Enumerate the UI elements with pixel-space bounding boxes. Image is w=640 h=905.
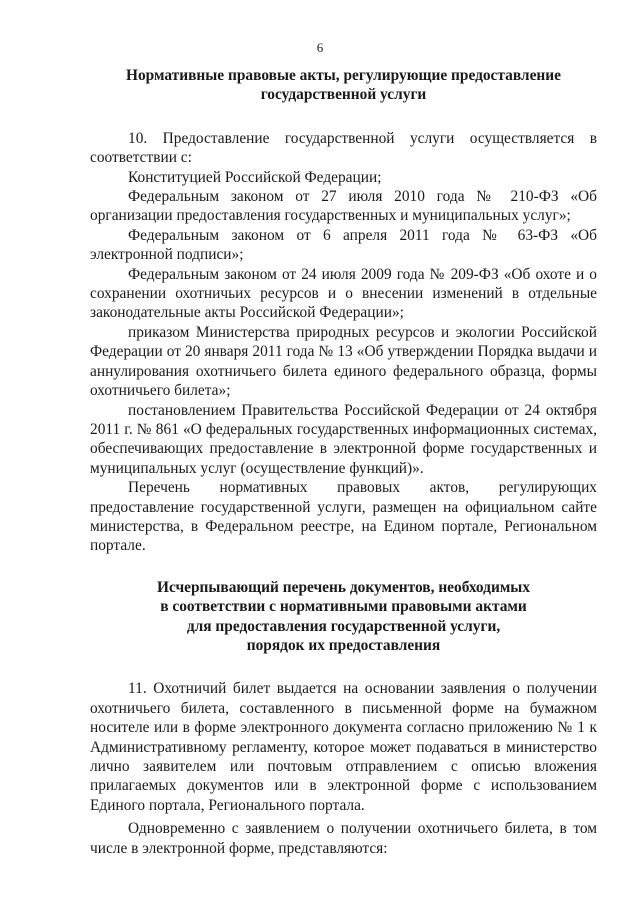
page-number: 6 — [316, 40, 324, 55]
legal-act-item: Конституцией Российской Федерации; — [128, 168, 382, 186]
heading-line: порядок их предоставления — [246, 636, 441, 654]
paragraph-acts-list-location: Перечень нормативных правовых актов, регулирующих предоставление государственной услуги, размещен на официальном сайте министерства, в Федеральном реестре, на Едином портале, Региональном портале. — [90, 479, 597, 555]
heading-line: для предоставления государственной услуги, — [186, 617, 501, 635]
section-heading-legal-acts — [90, 66, 597, 105]
legal-act-item: приказом Министерства природных ресурсов и экологии Российской Федерации от 20 января 2011 года № 13 «Об утверждении Порядка выдачи и аннулирования охотничьего билета единого федерального образца, формы охотничьего билета»; — [90, 323, 597, 400]
legal-act-item: Федеральным законом от 27 июля 2010 года № 210-ФЗ «Об организации предоставления государственных и муниципальных услуг»; — [90, 188, 597, 225]
heading-line: государственной услуги — [260, 86, 427, 104]
legal-act-item: постановлением Правительства Российской Федерации от 24 октября 2011 г. № 861 «О федеральных государственных информационных системах, обеспечивающих предоставление в электронной форме государственных и муниципальных услуг (осуществление функций)». — [90, 401, 597, 477]
legal-act-item: Федеральным законом от 24 июля 2009 года № 209-ФЗ «Об охоте и о сохранении охотничьих ресурсов и о внесении изменений в отдельные законодательные акты Российской Федерации»; — [90, 265, 597, 322]
heading-line: в соответствии с нормативными правовыми актами — [160, 598, 527, 616]
section-heading-documents — [90, 578, 597, 656]
heading-line: Нормативные правовые акты, регулирующие предоставление — [126, 67, 561, 84]
document-body — [90, 66, 597, 858]
paragraph-11: 11. Охотничий билет выдается на основании заявления о получении охотничьего билета, составленного в письменной форме на бумажном носителе или в форме электронного документа согласно приложению № 1 к Административному регламенту, которое может подаваться в министерство лично заявителем или почтовым отправлением с описью вложения прилагаемых документов или в электронной форме с использованием Единого портала, Регионального портала. — [90, 680, 597, 814]
heading-line: Исчерпывающий перечень документов, необходимых — [156, 578, 531, 596]
paragraph-10-intro: 10. Предоставление государственной услуги осуществляется в соответствии с: — [90, 129, 597, 167]
legal-act-item: Федеральным законом от 6 апреля 2011 года № 63-ФЗ «Об электронной подписи»; — [90, 226, 597, 264]
paragraph-11-continued: Одновременно с заявлением о получении охотничьего билета, в том числе в электронной форме, представляются: — [90, 820, 597, 857]
